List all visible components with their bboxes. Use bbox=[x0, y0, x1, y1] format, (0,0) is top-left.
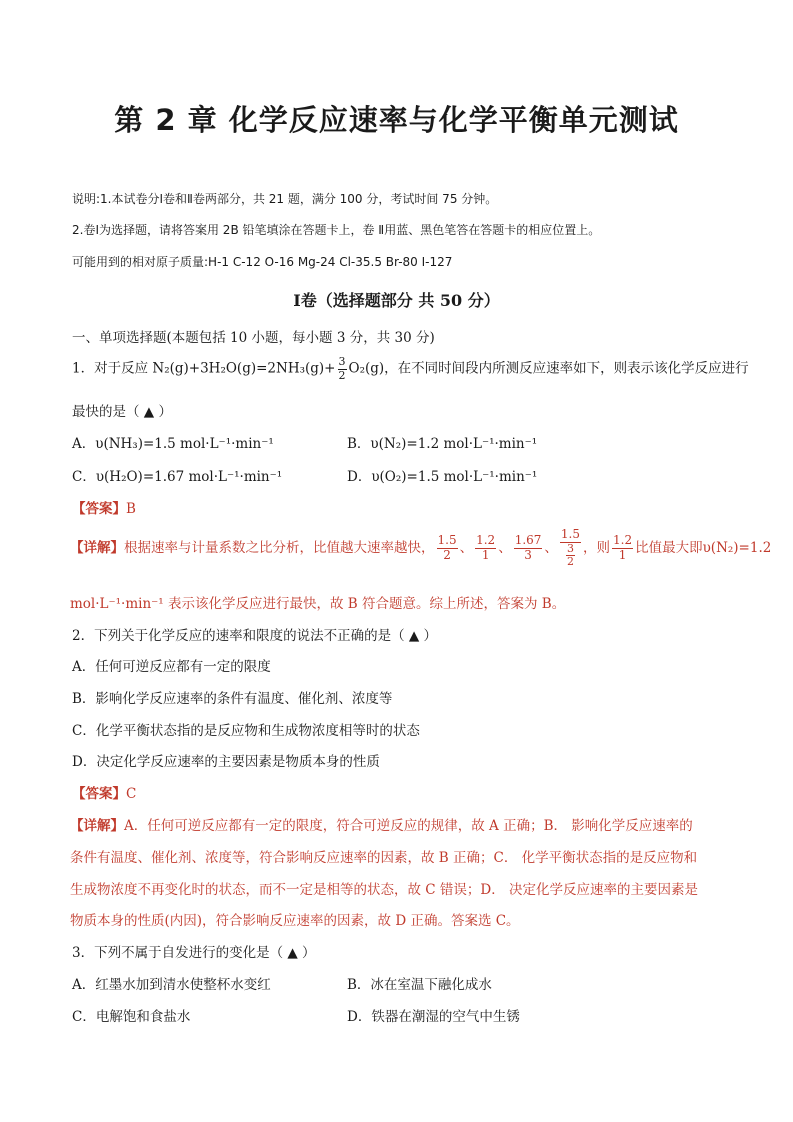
q1-ratio-1-num: 1.5 bbox=[437, 533, 457, 548]
q2-detail-line-4: 物质本身的性质(内因)，符合影响反应速率的因素，故 D 正确。答案选 C。 bbox=[70, 913, 520, 929]
q1-stem-c: 最快的是（ ▲ ） bbox=[72, 404, 172, 420]
q1-frac-num: 3 bbox=[338, 355, 346, 368]
q1-ratio-1-den: 2 bbox=[443, 548, 451, 563]
q1-ratio-2-num: 1.2 bbox=[476, 533, 496, 548]
q2-detail-line-2: 条件有温度、催化剂、浓度等，符合影响反应速率的因素，故 B 正确；C． 化学平衡状态指的是反应物和 bbox=[70, 850, 698, 866]
q2-option-a: A．任何可逆反应都有一定的限度 bbox=[72, 659, 271, 675]
instructions-line-1: 说明:1.本试卷分Ⅰ卷和Ⅱ卷两部分，共 21 题，满分 100 分，考试时间 75 分钟。 bbox=[72, 192, 498, 206]
q1-option-c: C．υ(H₂O)=1.67 mol·L⁻¹·min⁻¹ bbox=[72, 469, 283, 485]
q1-ratio-4-den-num: 3 bbox=[566, 541, 574, 555]
q1-ratio-3-den: 3 bbox=[524, 548, 532, 563]
q1-frac-den: 2 bbox=[338, 368, 346, 382]
q1-ratio-3 bbox=[514, 534, 543, 563]
q1-ratio-2 bbox=[475, 534, 496, 563]
q1-sep-1: 、 bbox=[459, 540, 474, 557]
q1-option-a: A．υ(NH₃)=1.5 mol·L⁻¹·min⁻¹ bbox=[72, 436, 274, 452]
q1-ratio-3-num: 1.67 bbox=[514, 533, 542, 548]
q1-ratio-1 bbox=[437, 534, 458, 563]
q1-ratio-5-den: 1 bbox=[618, 548, 627, 563]
instructions-line-2: 2.卷Ⅰ为选择题，请将答案用 2B 铅笔填涂在答题卡上，卷 Ⅱ用蓝、黑色笔答在答题卡的相应位置上。 bbox=[72, 223, 601, 237]
q1-ratio-2-den: 1 bbox=[481, 548, 490, 563]
q2-answer bbox=[72, 782, 136, 802]
q1-sep-3: 、 bbox=[544, 540, 558, 557]
page-title: 第 2 章 化学反应速率与化学平衡单元测试 bbox=[114, 103, 679, 137]
q3-option-b: B．冰在室温下融化成水 bbox=[347, 977, 492, 993]
q2-option-c: C．化学平衡状态指的是反应物和生成物浓度相等时的状态 bbox=[72, 723, 420, 739]
q1-detail-b: ，则 bbox=[583, 540, 610, 557]
q1-detail-line-2: mol·L⁻¹·min⁻¹ 表示该化学反应进行最快，故 B 符合题意。综上所述，答案为 B。 bbox=[70, 596, 566, 612]
q1-ratio-5-num: 1.2 bbox=[613, 533, 633, 548]
q1-option-d: D．υ(O₂)=1.5 mol·L⁻¹·min⁻¹ bbox=[347, 469, 538, 485]
q1-sep-2: 、 bbox=[498, 540, 512, 557]
q1-answer bbox=[72, 497, 136, 517]
q1-ratio-4-den bbox=[560, 543, 581, 569]
q1-ratio-4-num: 1.5 bbox=[560, 527, 580, 541]
q2-detail-1: A．任何可逆反应都有一定的限度，符合可逆反应的规律，故 A 正确；B． 影响化学反应速率的 bbox=[124, 818, 693, 834]
q2-answer-label: 【答案】 bbox=[72, 786, 126, 802]
q1-detail-line-1 bbox=[70, 528, 771, 569]
q3-option-a: A．红墨水加到清水使整杯水变红 bbox=[72, 977, 271, 993]
q1-stem-b: O₂(g)，在不同时间段内所测反应速率如下，则表示该化学反应进行 bbox=[348, 360, 749, 377]
q2-detail-line-1 bbox=[70, 814, 693, 834]
q2-stem: 2．下列关于化学反应的速率和限度的说法不正确的是（ ▲ ） bbox=[72, 628, 438, 644]
q1-stem-fraction bbox=[338, 356, 347, 382]
part-heading: 一、单项选择题(本题包括 10 小题，每小题 3 分，共 30 分) bbox=[72, 330, 435, 346]
q3-stem: 3．下列不属于自发进行的变化是（ ▲ ） bbox=[72, 945, 316, 961]
q1-ratio-5 bbox=[612, 534, 633, 563]
q2-answer-value: C bbox=[126, 786, 137, 802]
q1-stem-a: 1．对于反应 N₂(g)+3H₂O(g)=2NH₃(g)+ bbox=[72, 360, 336, 377]
q1-answer-value: B bbox=[126, 501, 136, 517]
q2-option-b: B．影响化学反应速率的条件有温度、催化剂、浓度等 bbox=[72, 691, 393, 707]
q2-detail-line-3: 生成物浓度不再变化时的状态，而不一定是相等的状态，故 C 错误；D． 决定化学反应速率的主要因素是 bbox=[70, 882, 699, 898]
q3-option-c: C．电解饱和食盐水 bbox=[72, 1009, 191, 1025]
q1-ratio-4 bbox=[560, 528, 581, 569]
q2-detail-label: 【详解】 bbox=[70, 818, 124, 834]
q2-option-d: D．决定化学反应速率的主要因素是物质本身的性质 bbox=[72, 754, 380, 770]
q1-ratio-4-den-den: 2 bbox=[566, 555, 574, 569]
q1-detail-c: 比值最大即υ(N₂)=1.2 bbox=[635, 540, 772, 557]
q1-stem bbox=[72, 356, 749, 382]
q1-answer-label: 【答案】 bbox=[72, 501, 126, 517]
section-title: Ⅰ卷（选择题部分 共 50 分） bbox=[293, 291, 500, 310]
q1-detail-label: 【详解】 bbox=[70, 540, 124, 557]
atomic-mass-line: 可能用到的相对原子质量:H-1 C-12 O-16 Mg-24 Cl-35.5 Br-80 I-127 bbox=[72, 255, 453, 269]
q3-option-d: D．铁器在潮湿的空气中生锈 bbox=[347, 1009, 520, 1025]
q1-detail-a: 根据速率与计量系数之比分析，比值越大速率越快， bbox=[124, 540, 435, 557]
q1-option-b: B．υ(N₂)=1.2 mol·L⁻¹·min⁻¹ bbox=[347, 436, 538, 452]
